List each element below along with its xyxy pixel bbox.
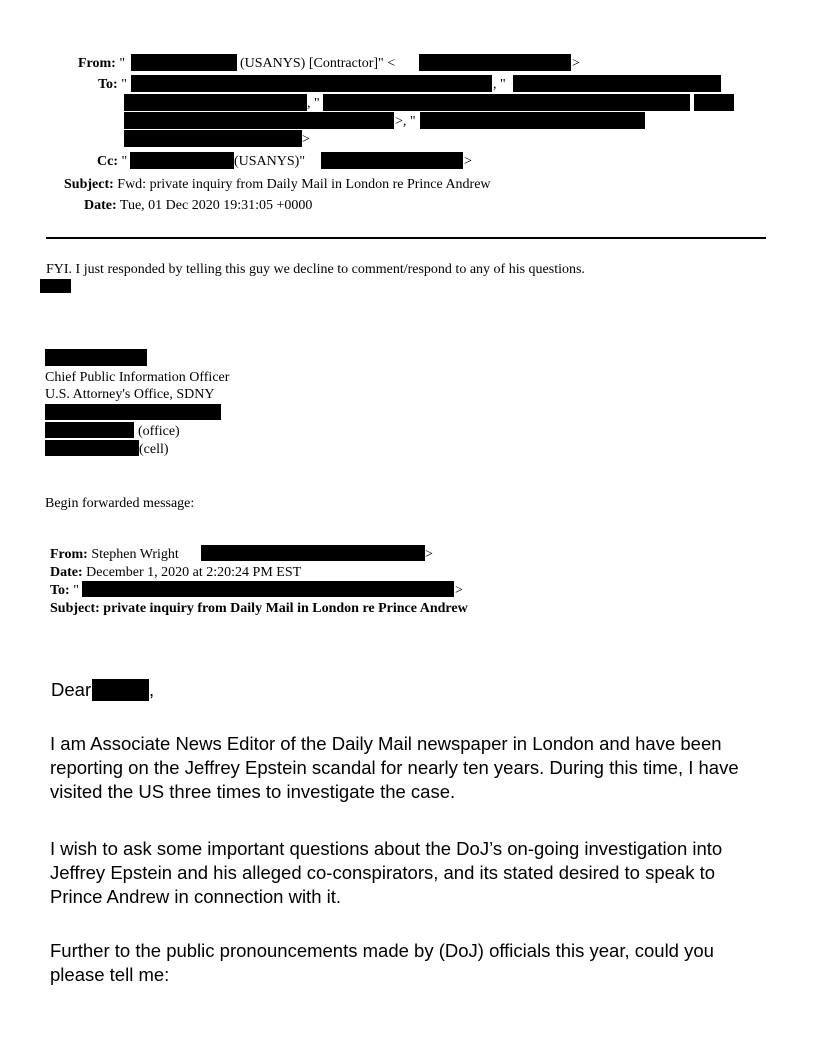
redaction-recipient-name — [92, 679, 149, 701]
signature-title: Chief Public Information Officer — [45, 370, 230, 385]
to-sep-2: , " — [307, 96, 320, 111]
salutation-word: Dear — [51, 679, 92, 700]
redaction-signature-name — [45, 349, 147, 366]
redaction-to-7 — [420, 112, 645, 129]
redaction-sender-email — [419, 54, 571, 71]
to-quote: " — [121, 77, 127, 92]
cc-label: Cc: — [97, 154, 118, 169]
redaction-sender-initials — [40, 279, 71, 293]
cc-quote: " — [121, 154, 128, 169]
fwd-subject-row — [50, 600, 468, 617]
fwd-to-row — [50, 582, 79, 599]
forward-intro: Begin forwarded message: — [45, 496, 195, 511]
to-sep-1: , " — [493, 77, 506, 92]
redaction-to-2 — [513, 75, 721, 92]
to-sep-3: >, " — [395, 114, 416, 129]
fwd-date-label: Date: — [50, 565, 83, 580]
subject-label: Subject: — [64, 177, 114, 192]
fyi-message: FYI. I just responded by telling this guy we decline to comment/respond to any of his questions. — [46, 262, 585, 277]
from-quote: " — [119, 56, 126, 71]
date-label: Date: — [84, 198, 117, 213]
to-row — [98, 76, 127, 93]
letter-paragraph-3: Further to the public pronouncements made by (DoJ) officials this year, could you please tell me: — [50, 940, 714, 985]
from-row — [78, 55, 125, 72]
letter-paragraph-2: I wish to ask some important questions about the DoJ’s on-going investigation into Jeffrey Epstein and his alleged co-conspirators, and its stated desired to speak to Prince Andrew in connection with it. — [50, 838, 723, 907]
salutation-comma: , — [149, 679, 155, 700]
cc-end: > — [464, 154, 472, 169]
signature-office: U.S. Attorney's Office, SDNY — [45, 387, 215, 402]
cell-phone-label: (cell) — [139, 442, 169, 457]
date-value: Tue, 01 Dec 2020 19:31:05 +0000 — [119, 198, 313, 213]
redaction-office-phone — [45, 422, 134, 438]
to-label: To: — [98, 77, 118, 92]
cc-org: (USANYS)" — [234, 154, 306, 169]
fwd-from-row — [50, 546, 179, 563]
redaction-to-1 — [131, 75, 492, 92]
from-end: > — [572, 56, 580, 71]
cc-row — [97, 153, 127, 170]
from-org: (USANYS) [Contractor]" < — [240, 56, 396, 71]
fwd-from-end: > — [425, 547, 433, 562]
date-row — [84, 197, 312, 214]
redaction-to-5 — [694, 94, 734, 111]
letter-paragraph-1: I am Associate News Editor of the Daily Mail newspaper in London and have been reporting on the Jeffrey Epstein scandal for nearly ten years. During this time, I have visited the US three times to investigate the case. — [50, 733, 739, 802]
fwd-to-label: To: — [50, 583, 70, 598]
to-end: > — [302, 132, 310, 147]
fwd-subject-label: Subject: — [50, 601, 100, 616]
redaction-cell-phone — [45, 440, 139, 456]
redaction-cc-email — [321, 152, 463, 169]
subject-row — [64, 176, 491, 193]
redaction-to-6 — [124, 112, 394, 129]
office-phone-label: (office) — [138, 424, 180, 439]
redaction-to-3 — [124, 94, 307, 111]
fwd-date-row — [50, 564, 301, 581]
fwd-from-label: From: — [50, 547, 88, 562]
header-divider — [46, 237, 766, 239]
redaction-fwd-to — [82, 581, 454, 597]
redaction-fwd-from-email — [201, 545, 425, 561]
letter-salutation — [51, 678, 91, 702]
fwd-subject-value: private inquiry from Daily Mail in London re Prince Andrew — [103, 601, 468, 616]
redaction-signature-address — [45, 404, 221, 420]
fwd-to-quote: " — [73, 583, 79, 598]
from-label: From: — [78, 56, 116, 71]
fwd-date-value: December 1, 2020 at 2:20:24 PM EST — [86, 565, 302, 580]
subject-value: Fwd: private inquiry from Daily Mail in London re Prince Andrew — [117, 177, 491, 192]
fwd-to-end: > — [455, 583, 463, 598]
redaction-sender-name — [131, 54, 237, 71]
fwd-from-value: Stephen Wright — [91, 547, 179, 562]
redaction-to-4 — [323, 94, 690, 111]
redaction-to-8 — [124, 130, 302, 147]
redaction-cc-name — [130, 152, 234, 169]
